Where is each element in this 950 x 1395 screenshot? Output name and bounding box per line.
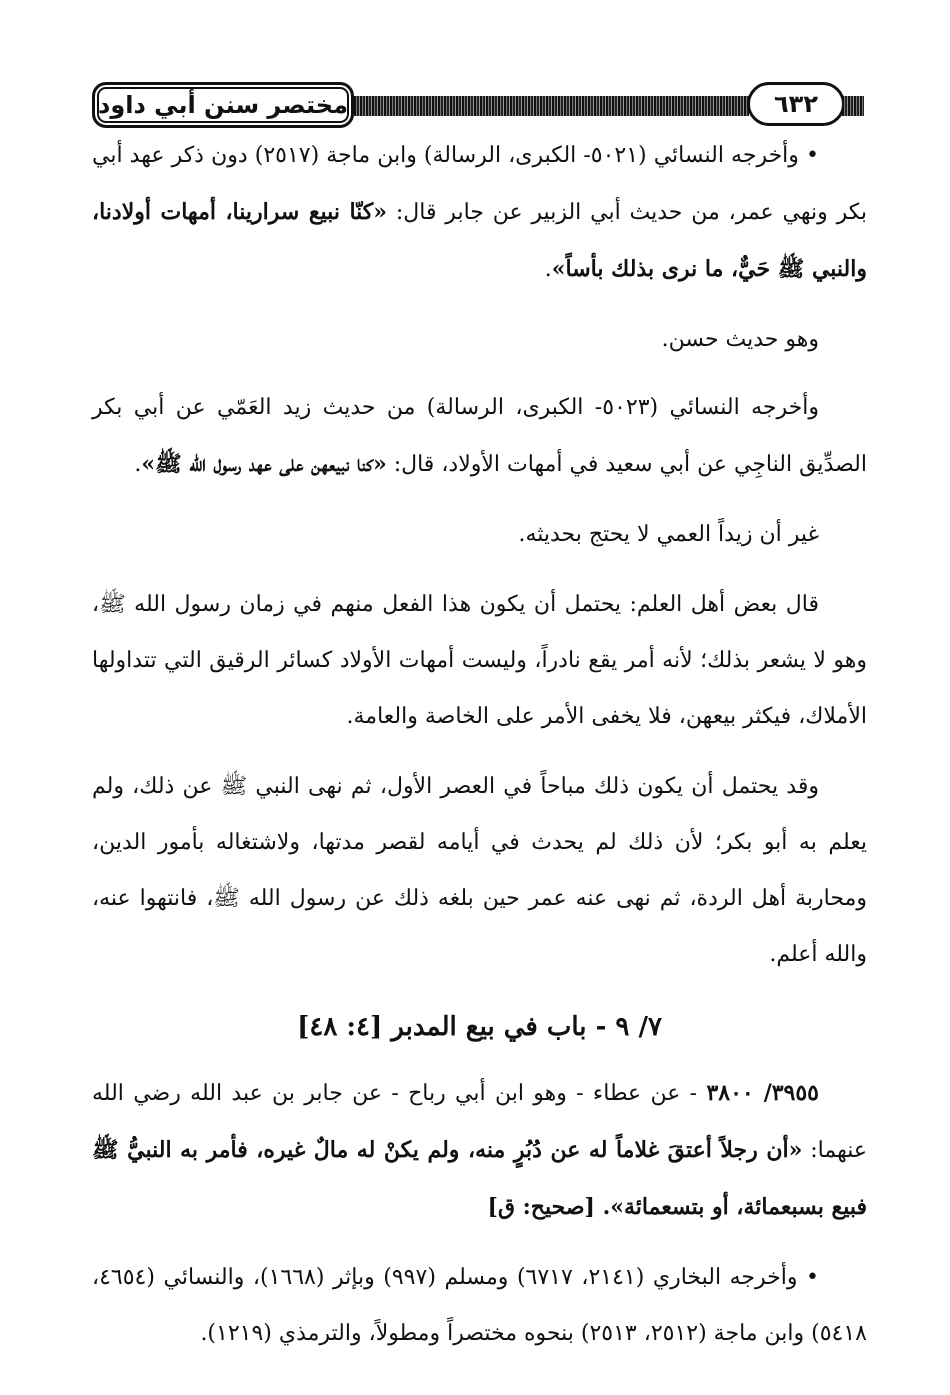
text-run: . — [134, 452, 142, 477]
text-run: وأخرجه النسائي (٥٠٢٣- الكبرى، الرسالة) من حديث زيد العَمّي عن أبي بكر الصدِّيق الناجِي عن أبي سعيد في أمهات الأولاد، قال: — [92, 395, 867, 477]
paragraph-takhrij-1 — [92, 128, 867, 298]
header-rule — [354, 96, 749, 116]
paragraph-grading: وهو حديث حسن. — [661, 327, 819, 352]
text-run: . — [544, 257, 552, 282]
paragraph-note: غير أن زيداً العمي لا يحتج بحديثه. — [518, 522, 819, 547]
hadith-chain: - عن عطاء - وهو ابن أبي رباح - عن جابر بن عبد الله رضي الله عنهما: — [92, 1081, 867, 1163]
book-title: مختصر سنن أبي داود — [92, 82, 354, 128]
paragraph-commentary-1: قال بعض أهل العلم: يحتمل أن يكون هذا الفعل منهم في زمان رسول الله ﷺ، وهو لا يشعر بذلك؛ لأنه أمر يقع نادراً، وليست أمهات الأولاد كسائر الرقيق التي تتداولها الأملاك، فيكثر بيعهن، فلا يخفى الأمر على الخاصة والعامة. — [92, 592, 867, 729]
footnote-takhrij: • وأخرجه البخاري (٢١٤١، ٦٧١٧) ومسلم (٩٩٧) وبإثر (١٦٦٨)، والنسائي (٤٦٥٤، ٥٤١٨) وابن ماجة (٢٥١٢، ٢٥١٣) بنحوه مختصراً ومطولاً، والترمذي (١٢١٩). — [92, 1265, 867, 1346]
hadith-text: «أن رجلاً أعتقَ غلاماً له عن دُبُرٍ منه، ولم يكنْ له مالٌ غيره، فأمر به النبيُّ ﷺ فبيع بسبعمائة، أو بتسعمائة». [صحيح: ق] — [92, 1137, 867, 1220]
hadith-entry — [92, 1065, 867, 1236]
quoted-hadith: «كنا نبيعهن على عهد رسول الله ﷺ» — [141, 451, 387, 477]
chapter-heading: ٧/ ٩ - باب في بيع المدبر [٤: ٤٨] — [297, 1012, 662, 1042]
quoted-hadith: «كنّا نبيع سرارينا، أمهات أولادنا، والنبي ﷺ حَيٌّ، ما نرى بذلك بأساً» — [92, 199, 867, 282]
hadith-number: ٣٩٥٥/ ٣٨٠٠ — [706, 1080, 819, 1106]
page-body — [92, 128, 867, 1376]
page-number: ٦٣٢ — [747, 82, 845, 126]
text-run: • وأخرجه النسائي (٥٠٢١- الكبرى، الرسالة) وابن ماجة (٢٥١٧) دون ذكر عهد أبي بكر ونهي عمر، من حديث أبي الزبير عن جابر قال: — [92, 143, 867, 225]
paragraph-commentary-2: وقد يحتمل أن يكون ذلك مباحاً في العصر الأول، ثم نهى النبي ﷺ عن ذلك، ولم يعلم به أبو بكر؛ لأن ذلك لم يحدث في أيامه لقصر مدتها، ولاشتغاله بأمور الدين، ومحاربة أهل الردة، ثم نهى عنه عمر حين بلغه ذلك عن رسول الله ﷺ، فانتهوا عنه، والله أعلم. — [92, 774, 867, 967]
page-header — [92, 82, 867, 130]
paragraph-takhrij-2 — [92, 380, 867, 493]
header-rule-end — [842, 96, 864, 116]
